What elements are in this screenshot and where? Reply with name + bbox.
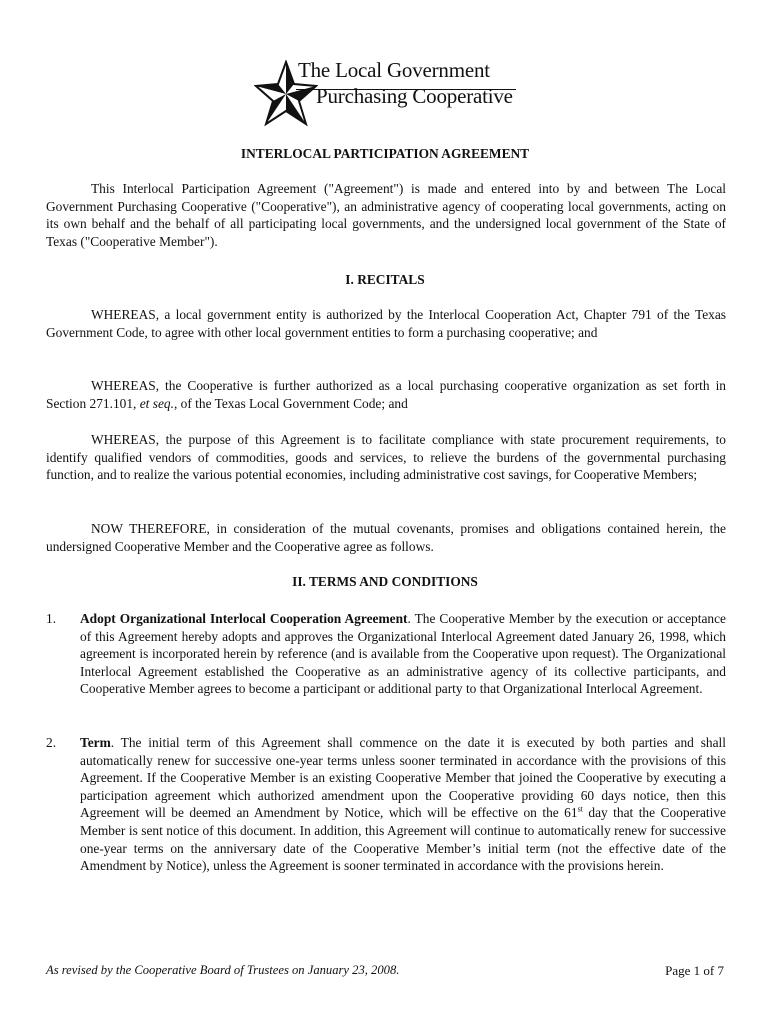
- recital-paragraph-3: WHEREAS, the purpose of this Agreement is to facilitate compliance with state procurement requirements, to identify qualified vendors of commodities, goods and services, to relieve the burdens of the governmental purchasing function, and to realize the various potential economies, including administrative cost savings, for Cooperative Members;: [46, 432, 726, 483]
- term-2-number: 2.: [46, 735, 57, 750]
- term-2-text-a: . The initial term of this Agreement shall commence on the date it is executed by both parties and shall automatically renew for successive one-year terms unless sooner terminated in accordance with the provisions of this Agreement. If the Cooperative Member is an existing Cooperative Member that joined the Cooperative by executing a participation agreement which authorized amendment upon the Cooperative providing 60 days notice, then this Agreement will be deemed an Amendment by Notice, which will be effective on the 61: [80, 735, 726, 821]
- recital-paragraph-4: NOW THEREFORE, in consideration of the mutual covenants, promises and obligations contained herein, the undersigned Cooperative Member and the Cooperative agree as follows.: [46, 521, 726, 554]
- term-1-title: Adopt Organizational Interlocal Cooperation Agreement: [80, 611, 408, 626]
- recital-2-emphasis: et seq.: [139, 395, 174, 411]
- recital-paragraph-2: [46, 377, 726, 412]
- recital-2-text-b: , of the Texas Local Government Code; and: [173, 395, 408, 411]
- logo-line-2: Purchasing Cooperative: [316, 84, 513, 108]
- recital-2-text-a: WHEREAS, the Cooperative is further authorized as a local purchasing cooperative organization as set forth in Section 271.101,: [46, 378, 726, 411]
- recital-paragraph-1: WHEREAS, a local government entity is authorized by the Interlocal Cooperation Act, Chapter 791 of the Texas Government Code, to agree with other local government entities to form a purchasing cooperative; and: [46, 307, 726, 340]
- recitals-heading: I. RECITALS: [345, 272, 425, 287]
- logo-line-1: The Local Government: [298, 58, 490, 82]
- term-2-superscript: st: [577, 804, 583, 814]
- term-2-title: Term: [80, 735, 111, 750]
- term-1-number: 1.: [46, 611, 57, 626]
- terms-heading: II. TERMS AND CONDITIONS: [292, 574, 478, 589]
- term-2-body: [80, 734, 726, 875]
- document-title: INTERLOCAL PARTICIPATION AGREEMENT: [240, 146, 530, 161]
- term-1-text: . The Cooperative Member by the execution or acceptance of this Agreement hereby adopts and approves the Organizational Interlocal Agreement dated January 26, 1998, which agreement is incorporated herein by reference (and is available from the Cooperative upon request). The Organizational Interlocal Agreement established the Cooperative as an administrative agency of its collective participants, and Cooperative Member agrees to become a participant or additional party to that Organizational Interlocal Agreement.: [80, 611, 726, 697]
- term-2-text-b: day that the Cooperative Member is sent notice of this document. In addition, this Agreement will continue to automatically renew for successive one-year terms on the anniversary date of the Cooperative Member’s initial term (not the effective date of the Amendment by Notice), unless the Agreement is sooner terminated in accordance with the provisions herein.: [80, 805, 726, 874]
- cooperative-logo: [254, 60, 524, 130]
- revision-note: As revised by the Cooperative Board of Trustees on January 23, 2008.: [46, 963, 400, 977]
- page-number: Page 1 of 7: [665, 963, 724, 978]
- intro-paragraph: This Interlocal Participation Agreement ("Agreement") is made and entered into by and between The Local Government Purchasing Cooperative ("Cooperative"), an administrative agency of cooperating local governments, acting on its own behalf and the behalf of all participating local governments, and the undersigned local government of the State of Texas ("Cooperative Member").: [46, 181, 726, 249]
- term-1-body: [80, 610, 726, 698]
